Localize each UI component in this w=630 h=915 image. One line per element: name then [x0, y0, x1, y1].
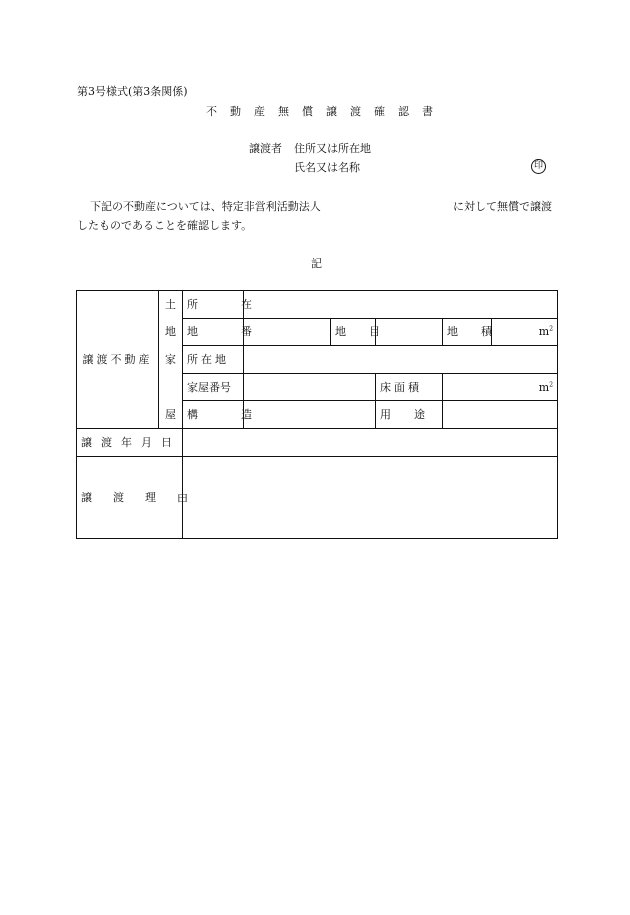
house-char-2: 屋	[159, 401, 183, 429]
property-label: 譲渡不動産	[77, 291, 159, 429]
table-row	[77, 428, 558, 456]
unit-sup: 2	[549, 325, 554, 333]
form-number: 第3号様式(第3条関係)	[77, 85, 188, 98]
property-table	[76, 290, 558, 539]
transfer-date-label: 譲渡年月日	[77, 428, 183, 456]
transfer-reason-label: 譲渡理由	[77, 456, 183, 538]
unit-m: m	[538, 325, 550, 339]
assignor-label: 譲渡者	[249, 142, 282, 155]
land-area-label: 地 積	[443, 318, 492, 346]
unit-m: m	[538, 380, 550, 394]
usage-value[interactable]	[443, 401, 558, 429]
house-number-label: 家屋番号	[183, 373, 244, 401]
structure-label: 構 造	[183, 401, 244, 429]
unit-sup: 2	[549, 380, 554, 388]
land-area-value[interactable]	[492, 318, 558, 346]
seal-mark: 印	[531, 159, 546, 174]
ki-heading: 記	[311, 257, 322, 270]
body-text-line2: したものであることを確認します。	[77, 219, 253, 232]
location-label: 所 在	[183, 291, 244, 319]
house-location-value[interactable]	[244, 346, 558, 374]
house-char-1: 家	[159, 346, 183, 374]
table-row	[77, 291, 558, 319]
table-row	[77, 456, 558, 538]
floor-area-label: 床面積	[376, 373, 443, 401]
address-label: 住所又は所在地	[294, 142, 371, 155]
document-title: 不動産無償譲渡確認書	[206, 105, 446, 118]
body-text-line1-start: 下記の不動産については、特定非営利活動法人	[90, 200, 321, 213]
house-spacer	[159, 373, 183, 401]
transfer-date-value[interactable]	[183, 428, 558, 456]
house-number-value[interactable]	[244, 373, 376, 401]
name-label: 氏名又は名称	[294, 161, 360, 174]
lot-number-label: 地 番	[183, 318, 244, 346]
transfer-reason-value[interactable]	[183, 456, 558, 538]
land-category-label: 地 目	[331, 318, 376, 346]
floor-area-value[interactable]	[443, 373, 558, 401]
location-value[interactable]	[244, 291, 558, 319]
land-char-2: 地	[159, 318, 183, 346]
house-location-label: 所在地	[183, 346, 244, 374]
body-text-line1-end: に対して無償で譲渡	[453, 200, 552, 213]
usage-label: 用 途	[376, 401, 443, 429]
land-char-1: 土	[159, 291, 183, 319]
